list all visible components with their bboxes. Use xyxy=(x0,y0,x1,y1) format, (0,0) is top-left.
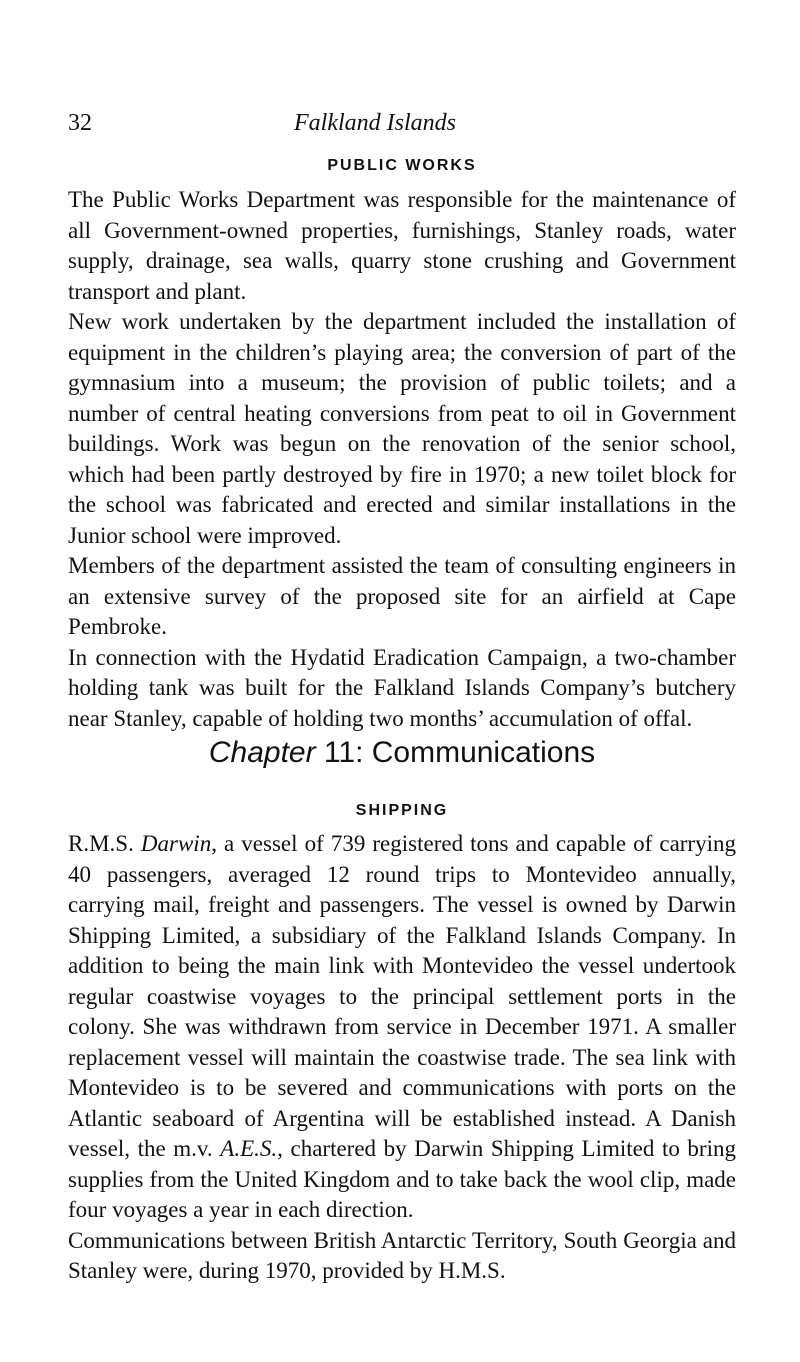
page-number: 32 xyxy=(68,110,92,136)
paragraph: Communications between British Antarctic Territory, South Georgia and Stanley were, during 1970, provided by H.M.S. xyxy=(68,1227,736,1283)
paragraph: The Public Works Department was responsible for the maintenance of all Government-owned properties, furnishings, Stanley roads, water supply, drainage, sea walls, quarry stone crushing and Government transport and plant. xyxy=(68,187,736,304)
paragraph: New work undertaken by the department included the installation of equipment in the children’s playing area; the conversion of part of the gymnasium into a museum; the provision of public toilets; and a number of central heating conversions from peat to oil in Government buildings. Work was begun on the renovation of the senior school, which had been partly destroyed by fire in 1970; a new toilet block for the school was fabricated and erected and similar installations in the Junior school were improved. xyxy=(68,309,736,548)
chapter-label: Chapter xyxy=(208,736,316,769)
text-run: , a vessel of 739 registered tons and capable of carrying 40 passengers, averaged 12 round trips to Montevideo annually, carrying mail, freight and passengers. The vessel is owned by Darwin Shipping Limited, a subsidiary of the Falkland Islands Company. In addition to being the main link with Montevideo the vessel undertook regular coastwise voyages to the principal settlement ports in the colony. She was withdrawn from service in December 1971. A smaller replacement vessel will maintain the coastwise trade. The sea link with Montevideo is to be severed and communications with ports on the Atlantic seaboard of Argentina will be established instead. A Danish vessel, the m.v. xyxy=(68,831,736,1161)
paragraph: In connection with the Hydatid Eradication Campaign, a two-chamber holding tank was built for the Falkland Islands Company’s butchery near Stanley, capable of holding two months’ accumulation of offal. xyxy=(68,644,736,731)
paragraph: Members of the department assisted the team of consulting engineers in an extensive survey of the proposed site for an airfield at Cape Pembroke. xyxy=(68,553,736,639)
shipping-body xyxy=(68,829,736,1287)
ship-name-aes: A.E.S. xyxy=(220,1136,278,1161)
chapter-title: 11: Communications xyxy=(323,736,596,769)
document-page xyxy=(68,0,736,1362)
text-run: R.M.S. xyxy=(68,831,141,856)
chapter-heading xyxy=(68,736,736,770)
section-heading-shipping: SHIPPING xyxy=(355,802,449,819)
running-header xyxy=(68,104,736,144)
paragraph xyxy=(68,829,736,1226)
section-heading-public-works: PUBLIC WORKS xyxy=(327,157,477,174)
text-run: , chartered by Darwin Shipping Limited to bring supplies from the United Kingdom and to take back the wool clip, made four voyages a year in each direction. xyxy=(68,1136,736,1222)
running-title: Falkland Islands xyxy=(294,110,456,136)
public-works-body xyxy=(68,185,736,734)
ship-name-darwin: Darwin xyxy=(140,831,212,856)
